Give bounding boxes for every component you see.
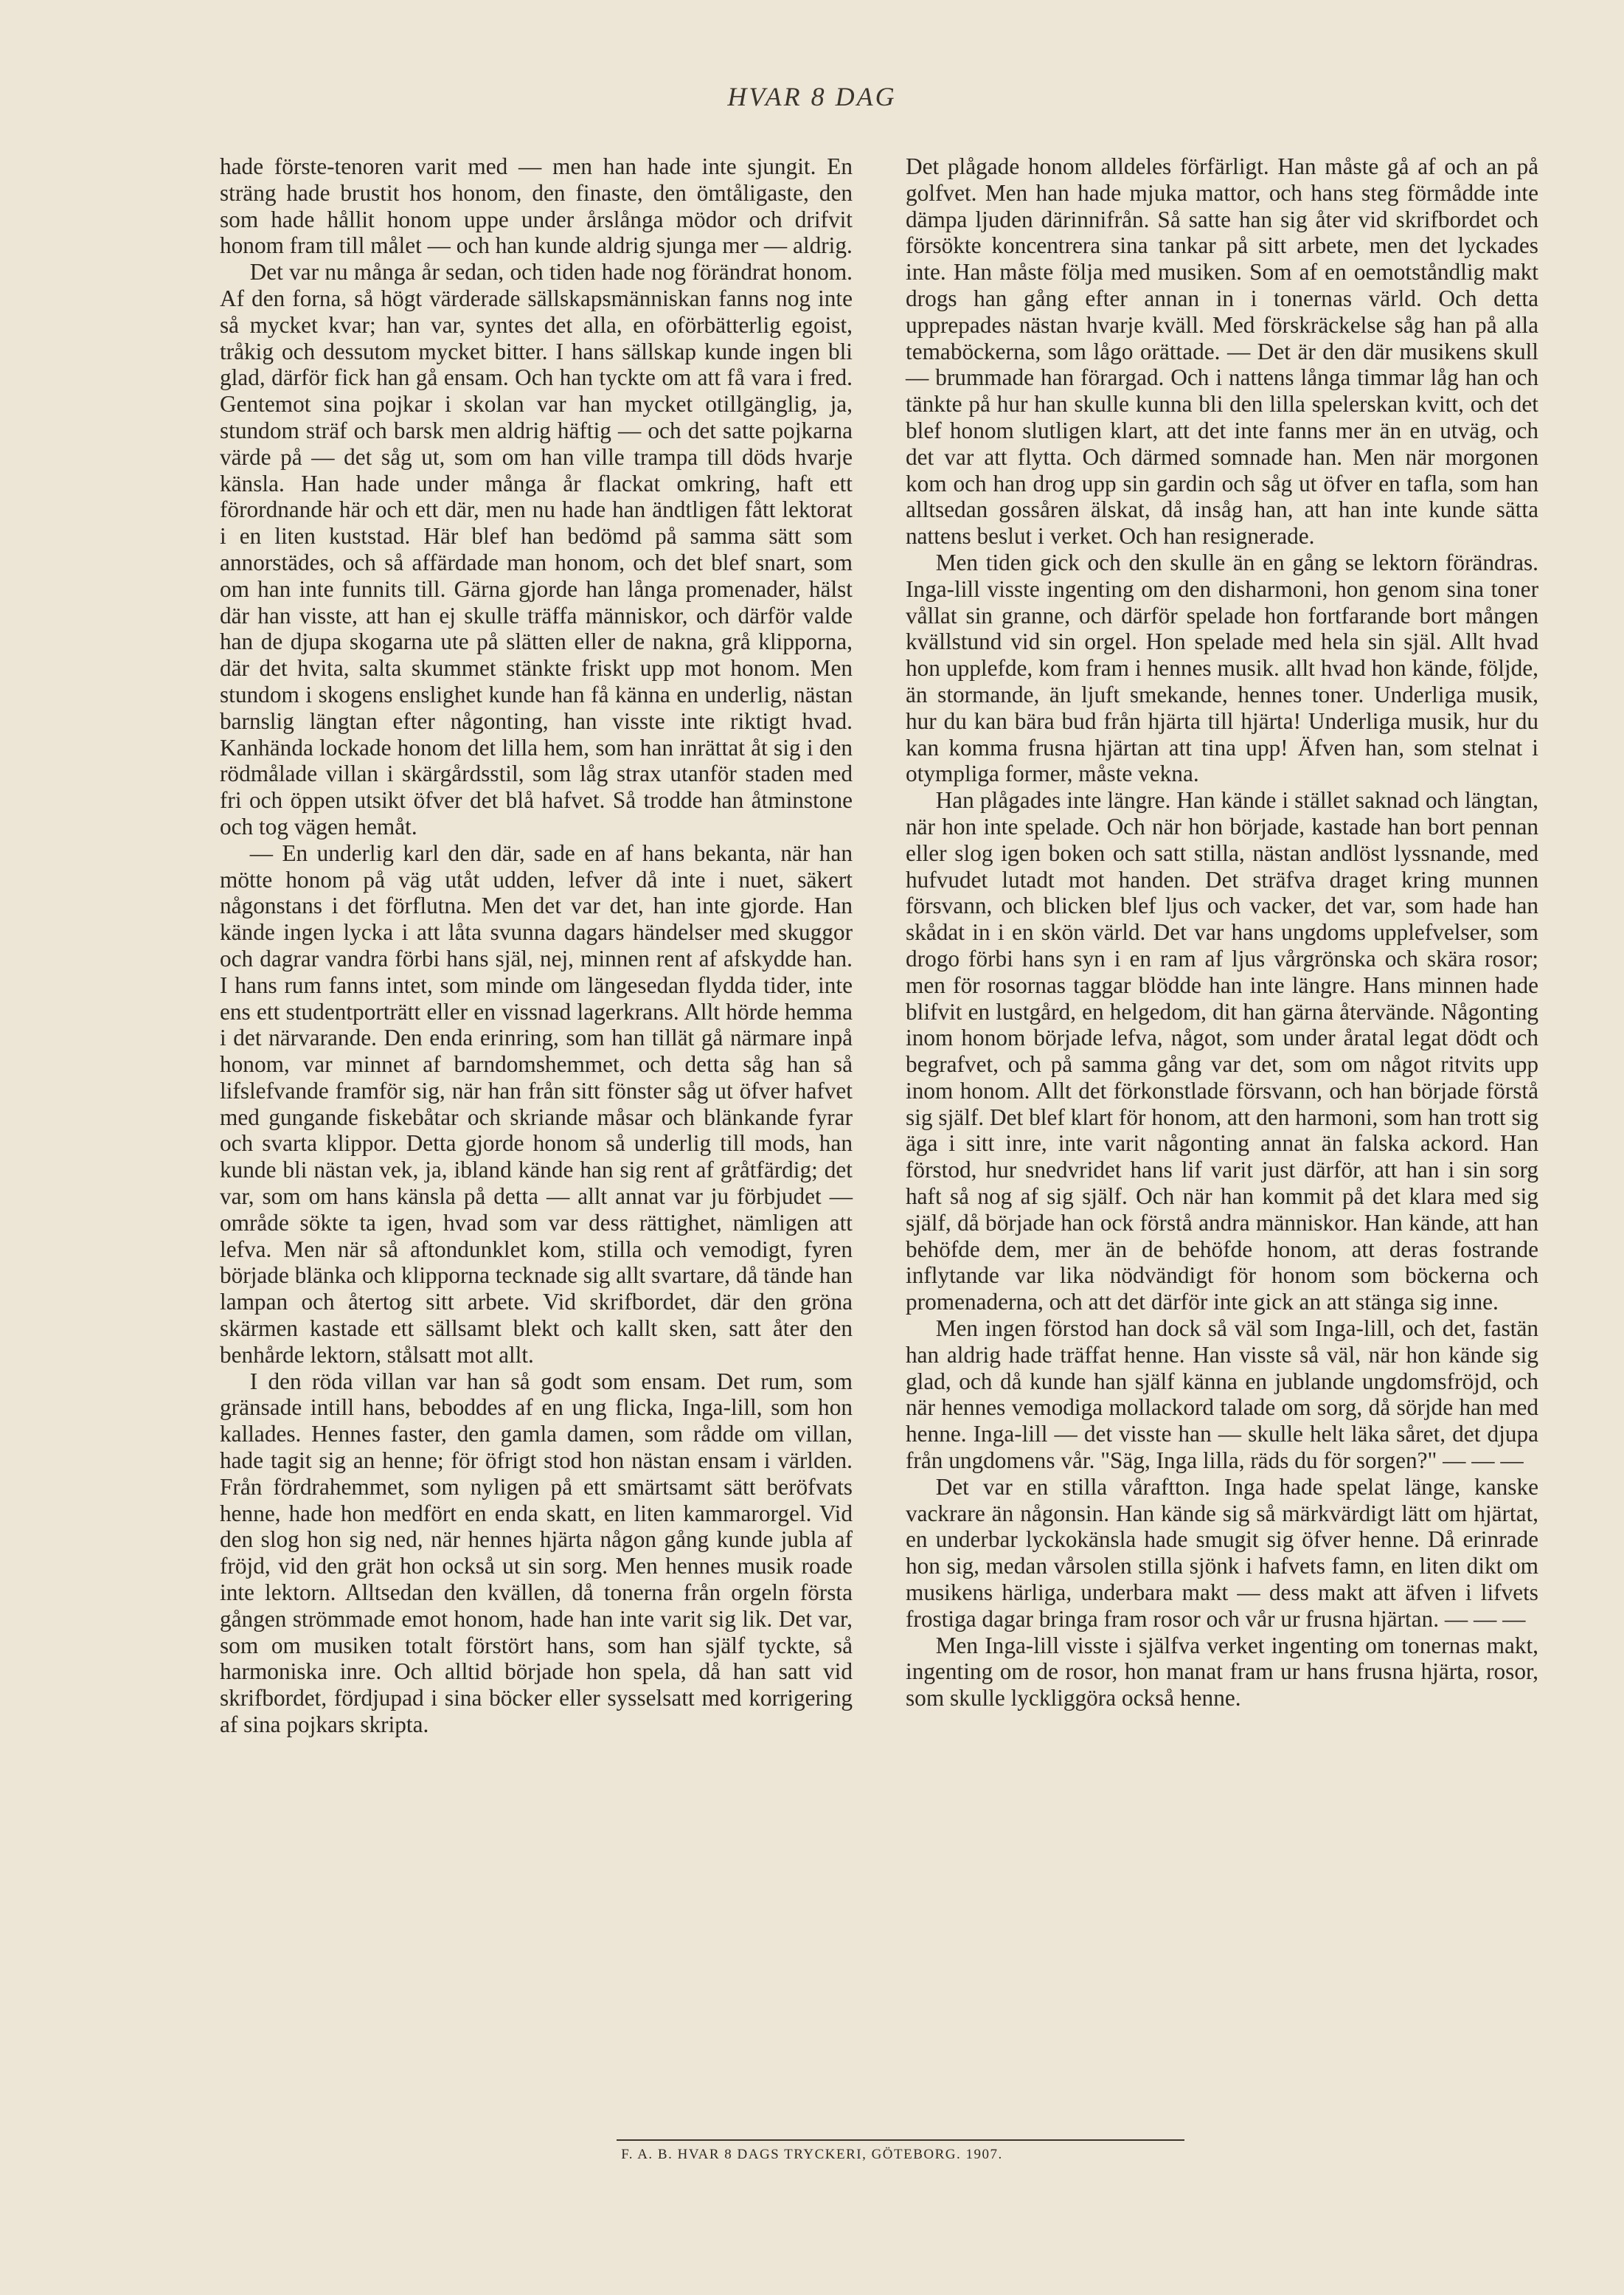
paragraph: Det plågade honom alldeles förfärligt. Han måste gå af och an på golfvet. Men han hade mjuka mattor, och hans steg förmådde inte dämpa ljuden därinnifrån. Så satte han sig åter vid skrifbordet och försökte koncentrera sina tankar på sitt arbete, men det lyckades inte. Han måste följa med musiken. Som af en oemotståndlig makt drogs han gång efter annan in i tonernas värld. Och detta upprepades nästan hvarje kväll. Med förskräckelse såg han på alla temaböckerna, som lågo orättade. — Det är den där musikens skull — brummade han förargad. Och i nattens långa timmar låg han och tänkte på hur han skulle kunna bli den lilla spelerskan kvitt, och det blef honom slutligen klart, att det inte fanns mer än en utväg, och det var att flytta. Och därmed somnade han. Men när morgonen kom och han drog upp sin gardin och såg ut öfver en tafla, som han alltsedan gossåren älskat, då insåg han, att han inte kunde sätta nattens beslut i verket. Och han resignerade. xyxy=(906,153,1538,550)
paragraph: hade förste-tenoren varit med — men han hade inte sjungit. En sträng hade brustit hos honom, den finaste, den ömtåligaste, den som hade hållit honom uppe under årslånga mödor och drifvit honom fram till målet — och han kunde aldrig sjunga mer — aldrig. xyxy=(220,153,853,259)
left-column xyxy=(220,153,853,1738)
paragraph: I den röda villan var han så godt som ensam. Det rum, som gränsade intill hans, beboddes af en ung flicka, Inga-lill, som hon kallades. Hennes faster, den gamla damen, som rådde om villan, hade tagit sig an henne; för öfrigt stod hon nästan ensam i världen. Från fördrahemmet, som nyligen på ett smärtsamt sätt beröfvats henne, hade hon medfört en enda skatt, en liten kammarorgel. Vid den slog hon sig ned, när hennes hjärta någon gång kunde jubla af fröjd, vid den grät hon också ut sin sorg. Men hennes musik roade inte lektorn. Alltsedan den kvällen, då tonerna från orgeln första gången strömmade emot honom, hade han inte varit sig lik. Det var, som om musiken totalt förstört hans, som han själf tyckte, så harmoniska inre. Och alltid började hon spela, då han satt vid skrifbordet, fördjupad i sina böcker eller sysselsatt med korrigering af sina pojkars skripta. xyxy=(220,1368,853,1738)
footer-divider xyxy=(617,2139,1184,2141)
paragraph: Det var nu många år sedan, och tiden hade nog förändrat honom. Af den forna, så högt värderade sällskapsmänniskan fanns nog inte så mycket kvar; han var, syntes det alla, en oförbätterlig egoist, tråkig och dessutom mycket bitter. I hans sällskap kunde ingen bli glad, därför fick han gå ensam. Och han tyckte om att få vara i fred. Gentemot sina pojkar i skolan var han mycket otillgänglig, ja, stundom sträf och barsk men aldrig häftig — och det satte pojkarna värde på — det såg ut, som om han ville trampa till döds hvarje känsla. Han hade under många år flackat omkring, haft ett förordnande här och ett där, men nu hade han ändtligen fått lektorat i en liten kuststad. Här blef han bedömd på samma sätt som annorstädes, och så affärdade man honom, och det blef snart, som om han inte funnits till. Gärna gjorde han långa promenader, hälst där han visste, att han ej skulle träffa människor, och därför valde han de djupa skogarna ute på slätten eller de nakna, grå klipporna, där det hvita, salta skummet stänkte friskt upp mot honom. Men stundom i skogens enslighet kunde han få känna en underlig, nästan barnslig längtan efter någonting, han visste inte riktigt hvad. Kanhända lockade honom det lilla hem, som han inrättat åt sig i den rödmålade villan i skärgårdsstil, som låg strax utanför staden med fri och öppen utsikt öfver det blå hafvet. Så trodde han åtminstone och tog vägen hemåt. xyxy=(220,259,853,840)
paragraph: Men ingen förstod han dock så väl som Inga-lill, och det, fastän han aldrig hade träffat henne. Han visste så väl, när hon kände sig glad, och då kunde han själf känna en jublande ungdomsfröjd, och när hennes vemodiga mollackord talade om sorg, då sörjde han med henne. Inga-lill — det visste han — skulle helt läka såret, det djupa från ungdomens vår. "Säg, Inga lilla, räds du för sorgen?" — — — xyxy=(906,1315,1538,1474)
paragraph: Det var en stilla våraftton. Inga hade spelat länge, kanske vackrare än någonsin. Han kände sig så märkvärdigt lätt om hjärtat, en underbar lyckokänsla hade smugit sig öfver henne. Då erinrade hon sig, medan vårsolen stilla sjönk i hafvets famn, en liten dikt om musikens härliga, underbara makt — dess makt att äfven i lifvets frostiga dagar bringa fram rosor och vår ur frusna hjärtan. — — — xyxy=(906,1473,1538,1632)
paragraph: Men Inga-lill visste i själfva verket ingenting om tonernas makt, ingenting om de rosor, hon manat fram ur hans frusna hjärta, rosor, som skulle lyckliggöra också henne. xyxy=(906,1632,1538,1711)
right-column xyxy=(906,153,1538,1711)
printer-imprint: F. A. B. HVAR 8 DAGS TRYCKERI, GÖTEBORG. 1907. xyxy=(621,2147,1003,2162)
paragraph: Han plågades inte längre. Han kände i stället saknad och längtan, när hon inte spelade. Och när hon började, kastade han bort pennan eller slog igen boken och satt stilla, nästan andlöst lyssnande, med hufvudet lutadt mot handen. Det sträfva draget kring munnen försvann, och blicken blef ljus och vacker, det var, som hade han skådat in i en skön värld. Det var hans ungdoms upplefvelser, som drogo förbi hans syn i en ram af ljus vårgrönska och skära rosor; men för rosornas taggar blödde han inte längre. Hans minnen hade blifvit en lustgård, en helgedom, dit han gärna återvände. Någonting inom honom började lefva, något, som under åratal legat dödt och begrafvet, och på samma gång var det, som om något ritvits upp inom honom. Allt det förkonstlade försvann, och han började förstå sig själf. Det blef klart för honom, att den harmoni, som han trott sig äga i sitt inre, inte varit någonting annat än falska ackord. Han förstod, hur snedvridet hans lif varit just därför, att han i sin sorg haft så nog af sig själf. Och när han kommit på det klara med sig själf, då började han ock förstå andra människor. Han kände, att han behöfde dem, mer än de behöfde honom, att deras fostrande inflytande var lika nödvändigt för honom som böckerna och promenaderna, och att det därför inte gick an att stänga sig inne. xyxy=(906,787,1538,1315)
paragraph: — En underlig karl den där, sade en af hans bekanta, när han mötte honom på väg utåt udden, lefver då inte i nuet, säkert någonstans i det förflutna. Men det var det, han inte gjorde. Han kände ingen lycka i att låta svunna dagars händelser med skuggor och dagrar vandra förbi hans själ, nej, minnen rent af afskydde han. I hans rum fanns intet, som minde om längesedan flydda tider, inte ens ett studentporträtt eller en vissnad lagerkrans. Allt hörde hemma i det närvarande. Den enda erinring, som han tillät gå närmare inpå honom, var minnet af barndomshemmet, och detta såg han så lifslefvande framför sig, när han från sitt fönster såg ut öfver hafvet med gungande fiskebåtar och skriande måsar och blänkande fyrar och svarta klippor. Detta gjorde honom så underlig till mods, han kunde bli nästan vek, ja, ibland kände han sig rent af gråtfärdig; det var, som om hans känsla på detta — allt annat var ju förbjudet — område sökte ta igen, hvad som var dess rättighet, nämligen att lefva. Men när så aftondunklet kom, stilla och vemodigt, fyren började blänka och klipporna tecknade sig allt svartare, då tände han lampan och återtog sitt arbete. Vid skrifbordet, där den gröna skärmen kastade ett sällsamt blekt och kallt sken, satt åter den benhårde lektorn, stålsatt mot allt. xyxy=(220,840,853,1368)
page-header-title: HVAR 8 DAG xyxy=(727,82,897,111)
paragraph: Men tiden gick och den skulle än en gång se lektorn förändras. Inga-lill visste ingenting om den disharmoni, hon genom sina toner vållat sin granne, och därför spelade hon fortfarande bort mången kvällstund vid sin orgel. Hon spelade med hela sin själ. Allt hvad hon upplefde, kom fram i hennes musik. allt hvad hon kände, följde, än stormande, än ljuft smekande, hennes toner. Underliga musik, hur du kan bära bud från hjärta till hjärta! Underliga musik, hur du kan komma frusna hjärtan att tina upp! Äfven han, som stelnat i otympliga former, måste vekna. xyxy=(906,549,1538,787)
